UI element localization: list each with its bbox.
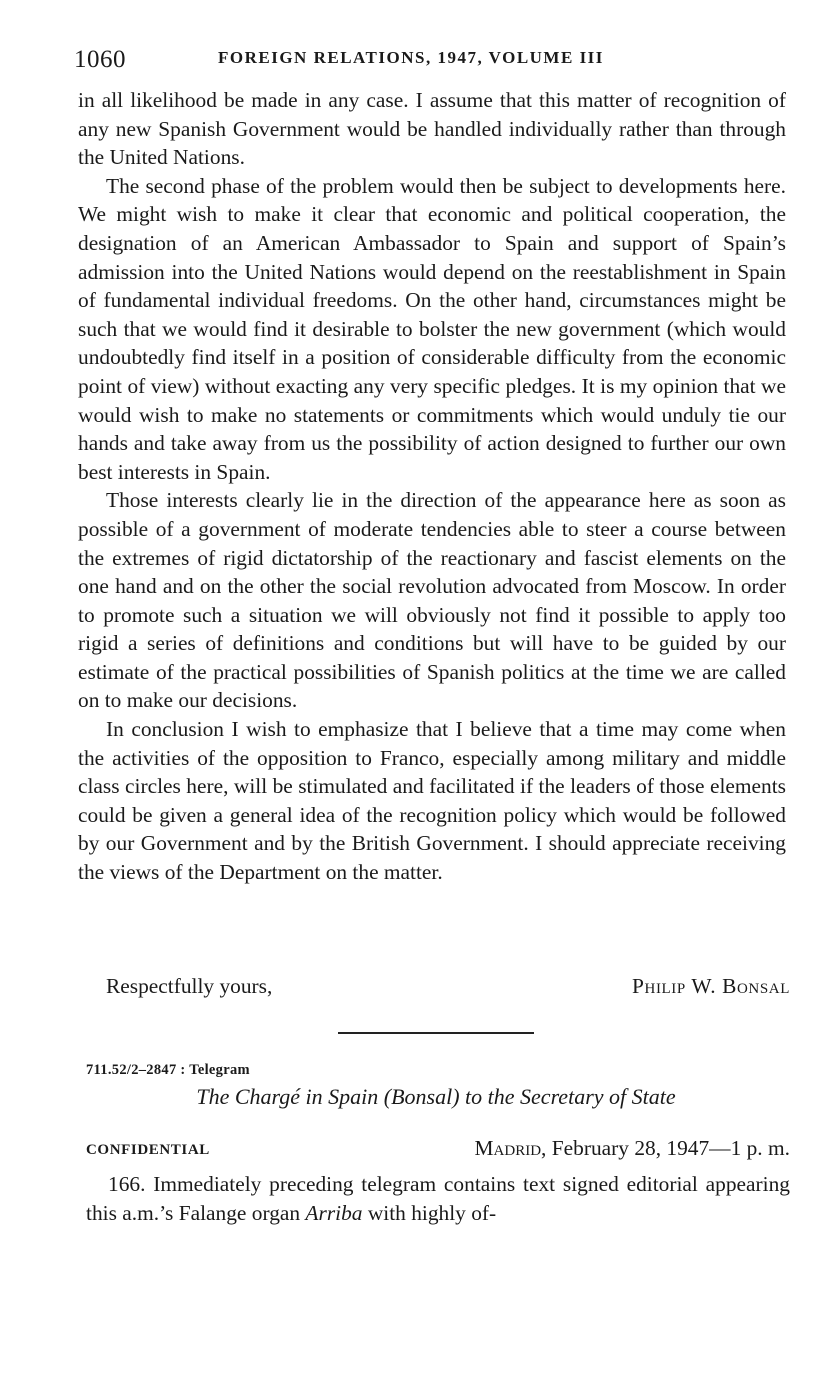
date: February 28, 1947—1 p. m. <box>551 1136 790 1160</box>
letter-paragraph-1: in all likelihood be made in any case. I assume that this matter of recognition of any new Spanish Government would be handled individually rather than through the United Nations. <box>78 88 786 170</box>
letter-paragraph-4: In conclusion I wish to emphasize that I believe that a time may come when the activities of the opposition to Franco, especially among military and middle class circles here, will be stimulated and facilitated if the leaders of those elements could be given a general idea of the recognition policy which would be followed by our Government and by the British Government. I should appreciate receiving the views of the Department on the matter. <box>78 717 786 885</box>
signature: Philip W. Bonsal <box>632 974 790 998</box>
page-number: 1060 <box>74 46 126 73</box>
letter-closing <box>106 974 790 1004</box>
letter-paragraph-2: The second phase of the problem would then be subject to developments here. We might wish to make it clear that economic and political cooperation, the designation of an American Ambassador to Spain and support of Spain’s admission into the United Nations would depend on the reestablishment in Spain of fundamental individual freedoms. On the other hand, circumstances might be such that we would find it desirable to bolster the new government (which would undoubtedly find itself in a position of considerable difficulty from the economic point of view) without exacting any very specific pledges. It is my opinion that we would wish to make no statements or commitments which would unduly tie our hands and take away from us the possibility of action designed to further our own best interests in Spain. <box>78 173 786 484</box>
telegram-paragraph <box>86 1170 790 1227</box>
running-head: FOREIGN RELATIONS, 1947, VOLUME III <box>218 48 604 67</box>
telegram-text-start: 166. Immediately preceding telegram contains text signed editorial appearing this a.m.’s Falange organ <box>86 1172 790 1225</box>
newspaper-name: Arriba <box>305 1200 363 1225</box>
telegram-text-end: with highly of- <box>362 1200 497 1225</box>
dateline <box>86 1136 790 1166</box>
classification-label: CONFIDENTIAL <box>86 1142 210 1158</box>
letter-body <box>78 86 786 887</box>
place: Madrid, <box>474 1136 547 1160</box>
valediction: Respectfully yours, <box>106 974 273 998</box>
letter-paragraph-3: Those interests clearly lie in the direction of the appearance here as soon as possible of a government of moderate tendencies able to steer a course between the extremes of rigid dictatorship of the reactionary and fascist elements on the one hand and on the other the social revolution advocated from Moscow. In order to promote such a situation we will obviously not find it possible to apply too rigid a series of definitions and conditions but will have to be guided by our estimate of the practical possibilities of Spanish politics at the time we are called on to make our decisions. <box>78 488 786 713</box>
place-date <box>475 1136 790 1161</box>
section-divider <box>338 1032 534 1034</box>
page-header <box>74 46 794 80</box>
file-reference: 711.52/2–2847 : Telegram <box>86 1062 250 1078</box>
telegram-body <box>86 1170 790 1227</box>
document-title: The Chargé in Spain (Bonsal) to the Secretary of State <box>196 1084 676 1109</box>
